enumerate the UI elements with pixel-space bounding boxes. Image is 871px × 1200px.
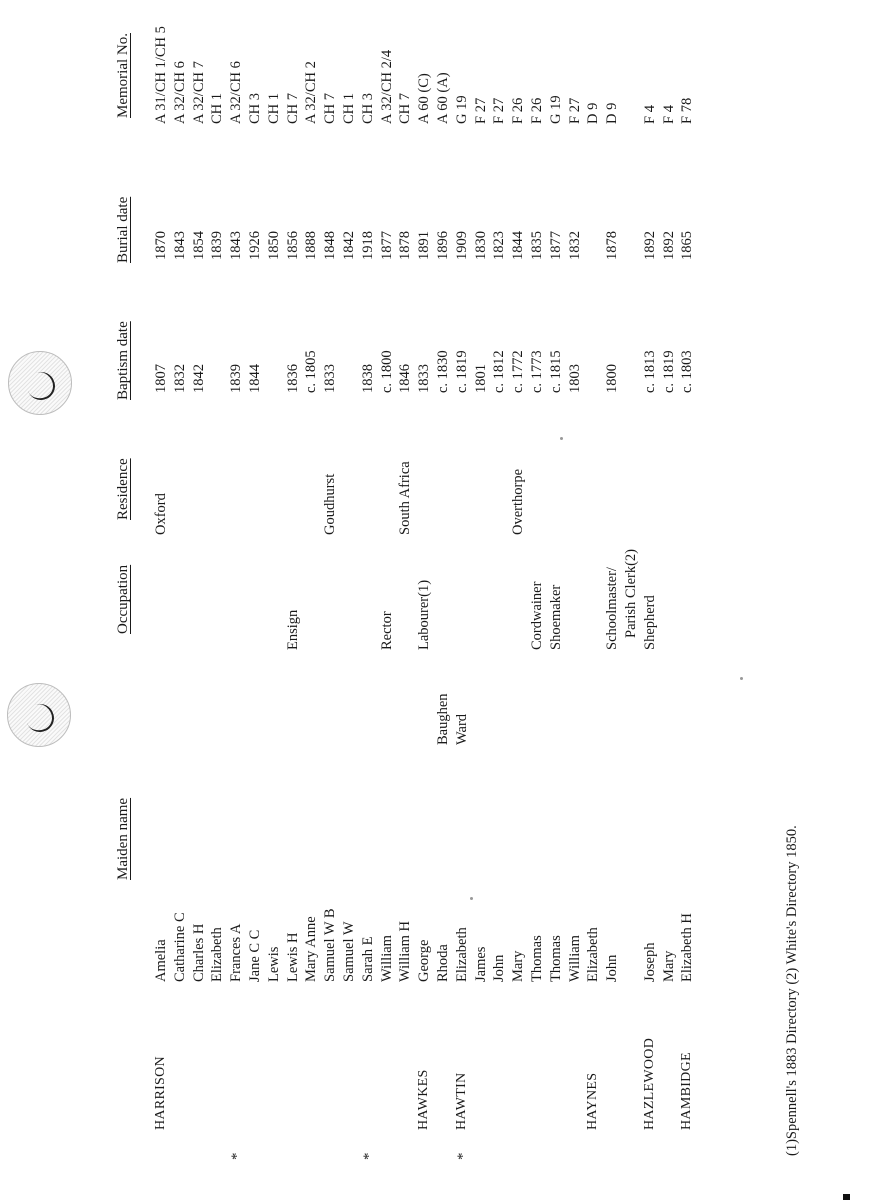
cell-burial-date: 1896 — [435, 231, 451, 260]
header-memorial-no: Memorial No. — [115, 33, 131, 118]
cell-occupation: Labourer(1) — [416, 579, 433, 650]
cell-burial-date: 1870 — [153, 231, 169, 260]
cell-forename: Charles H — [190, 923, 207, 982]
speck — [560, 437, 563, 440]
cell-baptism-date: 1803 — [566, 364, 583, 393]
cell-baptism-date: 1846 — [397, 364, 414, 393]
cell-memorial-no: CH 1 — [341, 92, 357, 124]
cell-forename: William — [378, 935, 395, 982]
cell-burial-date: 1830 — [472, 231, 489, 260]
cell-baptism-date: 1833 — [322, 364, 339, 393]
punched-hole-right — [8, 351, 72, 415]
header-occupation: Occupation — [115, 564, 131, 634]
cell-maiden-name: Baughen — [435, 693, 451, 745]
cell-baptism-date: c. 1815 — [547, 350, 564, 393]
cell-burial-date: 1926 — [247, 231, 263, 260]
cell-burial-date: 1839 — [209, 231, 226, 260]
cell-memorial-no: F 27 — [472, 97, 489, 124]
asterisk-marker: * — [229, 1152, 246, 1160]
cell-forename: Thomas — [547, 935, 564, 982]
cell-burial-date: 1843 — [171, 231, 188, 260]
cell-burial-date: 1865 — [679, 231, 696, 260]
cell-baptism-date: 1807 — [153, 364, 169, 393]
cell-memorial-no: A 32/CH 6 — [228, 61, 245, 124]
cell-burial-date: 1891 — [416, 231, 433, 260]
cell-forename: John — [604, 954, 621, 982]
cell-forename: Mary — [660, 950, 677, 982]
cell-baptism-date: c. 1812 — [491, 350, 508, 393]
asterisk-marker: * — [360, 1152, 377, 1160]
cell-burial-date: 1918 — [359, 231, 376, 260]
cell-memorial-no: A 32/CH 2/4 — [378, 49, 395, 124]
cell-baptism-date: c. 1830 — [435, 350, 451, 393]
cell-memorial-no: D 9 — [585, 102, 602, 124]
cell-forename: Catharine C — [171, 912, 188, 982]
cell-baptism-date: 1801 — [472, 364, 489, 393]
cell-burial-date: 1835 — [529, 231, 545, 260]
cell-burial-date: 1844 — [510, 231, 527, 260]
surname-hawtin: HAWTIN — [453, 1072, 469, 1130]
surname-harrison: HARRISON — [153, 1056, 168, 1130]
cell-forename: George — [416, 939, 433, 982]
cell-forename: Frances A — [228, 923, 245, 982]
cell-residence: Overthorpe — [510, 468, 527, 535]
cell-burial-date: 1848 — [322, 231, 339, 260]
cell-memorial-no: CH 1 — [265, 92, 282, 124]
cell-maiden-name: Ward — [453, 713, 470, 745]
header-burial-date: Burial date — [115, 196, 131, 263]
surname-haynes: HAYNES — [585, 1072, 601, 1130]
cell-forename: Lewis — [265, 946, 282, 982]
cell-forename: Lewis H — [284, 932, 301, 982]
cell-burial-date: 1878 — [604, 231, 621, 260]
cell-forename: John — [491, 954, 508, 982]
cell-forename: Samuel W B — [322, 908, 339, 982]
cell-memorial-no: G 19 — [547, 95, 564, 124]
black-mark — [843, 1194, 850, 1200]
cell-baptism-date: 1800 — [604, 364, 621, 393]
cell-forename: Samuel W — [341, 921, 357, 982]
cell-burial-date: 1877 — [378, 231, 395, 260]
cell-memorial-no: A 32/CH 6 — [171, 61, 188, 124]
cell-baptism-date: c. 1819 — [453, 350, 470, 393]
cell-burial-date: 1892 — [660, 231, 677, 260]
cell-baptism-date: 1838 — [359, 364, 376, 393]
cell-burial-date: 1832 — [566, 231, 583, 260]
cell-forename: Amelia — [153, 939, 169, 982]
cell-burial-date: 1909 — [453, 231, 470, 260]
cell-baptism-date: 1832 — [171, 364, 188, 393]
cell-forename: Mary — [510, 950, 527, 982]
cell-burial-date: 1823 — [491, 231, 508, 260]
cell-forename: Jane C C — [247, 929, 263, 982]
cell-occupation: Cordwainer — [529, 581, 545, 650]
cell-baptism-date: c. 1803 — [679, 350, 696, 393]
header-baptism-date: Baptism date — [115, 321, 131, 400]
header-residence: Residence — [115, 458, 131, 520]
cell-memorial-no: CH 7 — [397, 92, 414, 124]
surname-hambidge: HAMBIDGE — [679, 1052, 695, 1130]
cell-burial-date: 1843 — [228, 231, 245, 260]
cell-forename: Mary Anne — [303, 916, 320, 982]
cell-forename: William H — [397, 920, 414, 982]
cell-memorial-no: F 26 — [510, 97, 527, 124]
cell-occupation: Ensign — [284, 609, 301, 650]
cell-occupation: Schoolmaster/ — [604, 567, 621, 650]
cell-baptism-date: c. 1813 — [641, 350, 658, 393]
cell-burial-date: 1888 — [303, 231, 320, 260]
cell-baptism-date: c. 1805 — [303, 350, 320, 393]
cell-baptism-date: c. 1800 — [378, 350, 395, 393]
asterisk-marker: * — [454, 1152, 471, 1160]
speck — [740, 677, 743, 680]
cell-burial-date: 1856 — [284, 231, 301, 260]
cell-burial-date: 1842 — [341, 231, 357, 260]
speck — [470, 897, 473, 900]
cell-forename: Rhoda — [435, 944, 451, 982]
cell-residence: Oxford — [153, 493, 169, 535]
cell-burial-date: 1877 — [547, 231, 564, 260]
cell-forename: Elizabeth — [585, 927, 602, 982]
cell-memorial-no: D 9 — [604, 102, 621, 124]
cell-memorial-no: F 4 — [660, 105, 677, 124]
surname-hawkes: HAWKES — [416, 1069, 432, 1130]
cell-baptism-date: 1839 — [228, 364, 245, 393]
cell-memorial-no: F 4 — [641, 105, 658, 124]
cell-memorial-no: CH 7 — [284, 92, 301, 124]
cell-memorial-no: F 27 — [566, 97, 583, 124]
cell-burial-date: 1854 — [190, 231, 207, 260]
cell-memorial-no: A 32/CH 2 — [303, 61, 320, 124]
cell-memorial-no: A 32/CH 7 — [190, 61, 207, 124]
cell-forename: James — [472, 946, 489, 982]
cell-baptism-date: c. 1819 — [660, 350, 677, 393]
cell-memorial-no: CH 3 — [359, 92, 376, 124]
cell-forename: Elizabeth — [209, 927, 226, 982]
cell-burial-date: 1850 — [265, 231, 282, 260]
cell-memorial-no: A 60 (A) — [435, 72, 451, 124]
cell-baptism-date: 1844 — [247, 364, 263, 393]
cell-burial-date: 1878 — [397, 231, 414, 260]
cell-residence: South Africa — [397, 461, 414, 535]
cell-occupation: Shoemaker — [547, 584, 564, 650]
cell-forename: Thomas — [529, 935, 545, 982]
footnote: (1)Spennell's 1883 Directory (2) White's Directory 1850. — [784, 825, 800, 1156]
cell-memorial-no: F 27 — [491, 97, 508, 124]
cell-forename: Sarah E — [359, 936, 376, 982]
cell-baptism-date: c. 1773 — [529, 350, 545, 393]
cell-baptism-date: 1836 — [284, 364, 301, 393]
cell-forename: William — [566, 935, 583, 982]
cell-baptism-date: 1842 — [190, 364, 207, 393]
cell-memorial-no: CH 7 — [322, 92, 339, 124]
cell-memorial-no: CH 3 — [247, 92, 263, 124]
cell-forename: Elizabeth H — [679, 913, 696, 982]
cell-baptism-date: 1833 — [416, 364, 433, 393]
cell-memorial-no: G 19 — [453, 95, 470, 124]
cell-forename: Joseph — [641, 942, 658, 982]
cell-occupation: Rector — [378, 611, 395, 650]
punched-hole-left — [7, 683, 71, 747]
cell-memorial-no: F 78 — [679, 97, 696, 124]
cell-forename: Elizabeth — [453, 927, 470, 982]
cell-burial-date: 1892 — [641, 231, 658, 260]
surname-hazlewood: HAZLEWOOD — [641, 1037, 657, 1130]
header-maiden-name: Maiden name — [115, 797, 131, 880]
cell-residence: Goudhurst — [322, 473, 339, 535]
cell-baptism-date: c. 1772 — [510, 350, 527, 393]
cell-memorial-no: F 26 — [529, 97, 545, 124]
cell-memorial-no: A 60 (C) — [416, 73, 433, 124]
cell-memorial-no: CH 1 — [209, 92, 226, 124]
cell-occupation: Shepherd — [641, 595, 658, 650]
cell-memorial-no: A 31/CH 1/CH 5 — [153, 26, 169, 124]
cell-occupation: Parish Clerk(2) — [623, 549, 639, 638]
